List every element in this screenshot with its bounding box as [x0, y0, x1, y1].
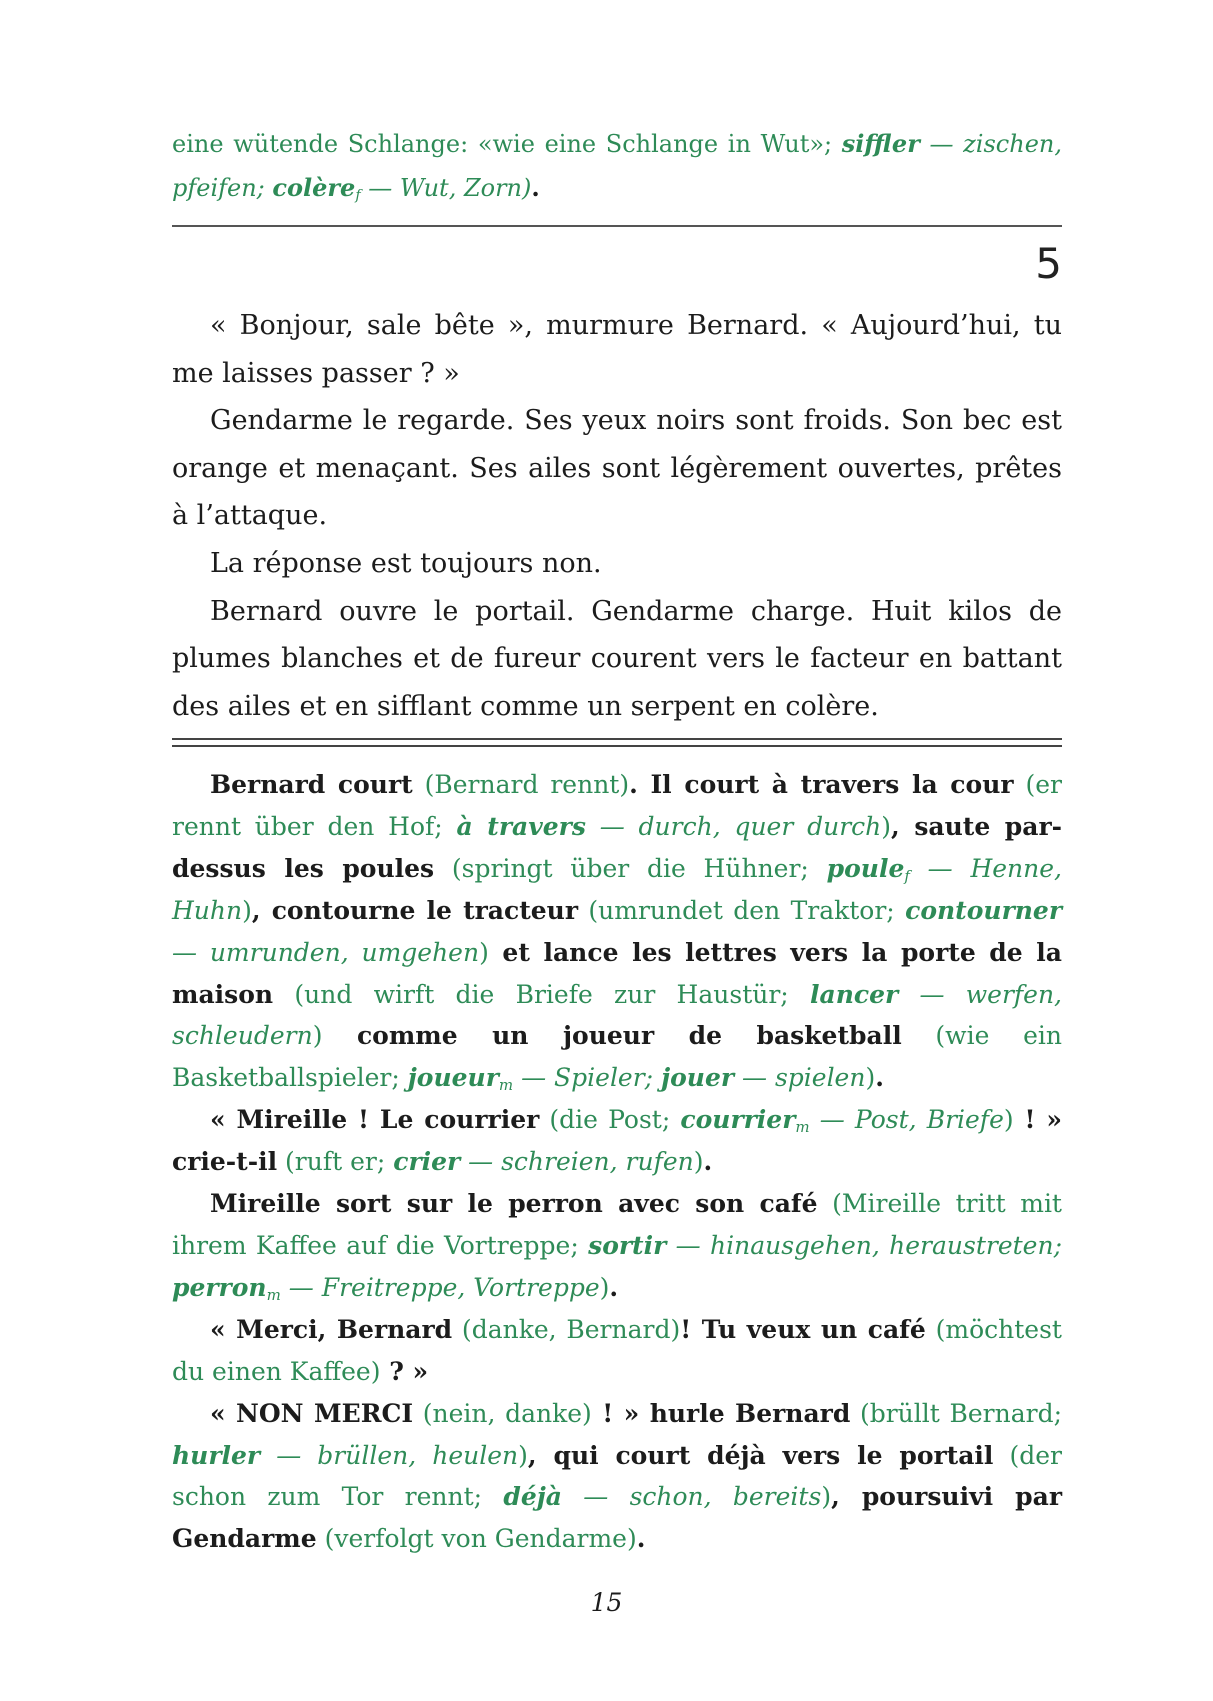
- french-phrase: « NON MERCI: [210, 1398, 414, 1428]
- story-paragraph: Bernard ouvre le portail. Gendarme charge. Huit kilos de plumes blanches et de fureur courent vers le facteur en battant des ailes et en sifflant comme un serpent en colère.: [172, 595, 1062, 722]
- german-gloss: ): [479, 937, 489, 967]
- german-gloss: ): [821, 1482, 832, 1512]
- page-number: 15: [590, 1588, 623, 1617]
- german-gloss: ): [518, 1440, 528, 1470]
- french-phrase: « Merci, Bernard: [210, 1314, 453, 1344]
- german-gloss: (wie ein Basketballspieler;: [172, 1021, 1062, 1093]
- german-gloss: (ruft er;: [277, 1147, 394, 1177]
- vocab-translation: — durch, quer durch: [585, 811, 882, 841]
- chapter-number: 5: [1035, 239, 1062, 288]
- annotated-paragraph: [172, 1309, 1062, 1393]
- german-gloss: (und wirft die Briefe zur Haustür;: [273, 979, 811, 1009]
- german-gloss: (die Post;: [539, 1105, 681, 1135]
- footnote-translation: — zischen, pfeifen;: [172, 130, 1062, 202]
- vocab-term: déjà: [503, 1482, 562, 1512]
- footnote-text: eine wütende Schlange: «wie eine Schlange in Wut»;: [172, 130, 842, 158]
- french-phrase: .: [703, 1147, 713, 1177]
- gender-marker: f: [355, 187, 361, 204]
- annotated-paragraph: [172, 1099, 1062, 1183]
- annotated-paragraph: [172, 1393, 1062, 1561]
- vocab-term: poule: [826, 853, 905, 883]
- story-paragraph: « Bonjour, sale bête », murmure Bernard. « Aujourd’hui, tu me laisses passer ? »: [172, 310, 1062, 389]
- top-footnote: [172, 122, 1062, 210]
- french-phrase: et lance les lettres vers la porte de la maison: [172, 937, 1062, 1009]
- french-phrase: .: [609, 1272, 619, 1302]
- french-phrase: ! Tu veux un café: [680, 1314, 926, 1344]
- german-gloss: ): [599, 1272, 610, 1302]
- german-gloss: (Mireille tritt mit ihrem Kaffee auf die Vortreppe;: [172, 1189, 1062, 1260]
- footnote-period: .: [531, 173, 540, 202]
- vocab-translation: — Henne, Huhn: [172, 853, 1062, 925]
- german-gloss: (umrundet den Traktor;: [578, 895, 906, 925]
- french-phrase: .: [875, 1063, 884, 1093]
- vocab-term: perron: [172, 1272, 267, 1302]
- section-divider: [172, 225, 1062, 227]
- german-gloss: (er rennt über den Hof;: [172, 770, 1062, 841]
- french-phrase: Bernard court: [210, 770, 413, 799]
- vocab-translation: — Spieler;: [513, 1063, 662, 1093]
- gender-marker: m: [266, 1285, 281, 1304]
- vocab-term: courrier: [680, 1105, 796, 1135]
- vocab-term: jouer: [661, 1063, 735, 1093]
- vocab-term: contourner: [905, 895, 1062, 925]
- french-phrase: Mireille sort sur le perron avec son café: [210, 1189, 818, 1219]
- german-gloss: (der schon zum Tor rennt;: [172, 1440, 1063, 1512]
- german-gloss: ): [242, 895, 252, 925]
- french-phrase: , contourne le tracteur: [251, 895, 579, 925]
- vocab-term: hurler: [172, 1440, 261, 1470]
- vocab-translation: — hinausgehen, heraustreten;: [666, 1230, 1062, 1260]
- vocab-translation: — schreien, rufen: [460, 1147, 694, 1177]
- double-divider: [172, 738, 1062, 747]
- vocab-term: lancer: [810, 979, 899, 1009]
- footnote-term: colère: [272, 173, 356, 202]
- vocab-term: sortir: [588, 1230, 667, 1260]
- german-gloss: (danke, Bernard): [452, 1314, 681, 1344]
- story-text: [172, 302, 1062, 730]
- gender-marker: m: [795, 1118, 810, 1136]
- french-phrase: . Il court à travers la cour: [629, 770, 1014, 799]
- german-gloss: (möchtest du einen Kaffee): [172, 1314, 1062, 1386]
- german-gloss: (brüllt Bernard;: [850, 1398, 1062, 1428]
- gender-marker: m: [498, 1076, 514, 1095]
- french-phrase: , saute par-dessus les poules: [172, 811, 1063, 883]
- german-gloss: (Bernard rennt): [412, 770, 630, 799]
- french-phrase: ! » hurle Bernard: [591, 1398, 851, 1428]
- french-phrase: , qui court déjà vers le portail: [527, 1440, 994, 1470]
- vocab-translation: — Post, Briefe: [809, 1105, 1004, 1135]
- annotated-paragraph: [172, 764, 1062, 1099]
- vocab-translation: — spielen: [734, 1063, 866, 1093]
- annotated-paragraph: [172, 1183, 1062, 1309]
- german-gloss: ): [865, 1063, 876, 1093]
- vocab-term: crier: [393, 1147, 461, 1177]
- annotated-text: [172, 764, 1062, 1560]
- vocab-translation: — Freitreppe, Vortreppe: [280, 1272, 600, 1302]
- french-phrase: ? »: [380, 1356, 429, 1386]
- footnote-translation: — Wut, Zorn): [360, 174, 532, 202]
- german-gloss: ): [693, 1147, 704, 1177]
- vocab-term: joueur: [407, 1063, 499, 1093]
- german-gloss: (nein, danke): [413, 1398, 592, 1428]
- french-phrase: ! » crie-t-il: [172, 1105, 1062, 1177]
- german-gloss: ): [1003, 1105, 1014, 1135]
- french-phrase: « Mireille ! Le courrier: [210, 1105, 540, 1135]
- story-paragraph: La réponse est toujours non.: [210, 547, 602, 579]
- vocab-translation: — schon, bereits: [562, 1482, 822, 1512]
- story-paragraph: Gendarme le regarde. Ses yeux noirs sont froids. Son bec est orange et menaçant. Ses ailes sont légèrement ouvertes, prêtes à l’attaque.: [172, 405, 1062, 532]
- german-gloss: ): [312, 1021, 323, 1051]
- gender-marker: f: [904, 866, 910, 885]
- footnote-term: siffler: [841, 129, 920, 158]
- german-gloss: (verfolgt von Gendarme): [316, 1524, 637, 1554]
- vocab-term: à travers: [456, 811, 586, 841]
- german-gloss: (springt über die Hühner;: [434, 853, 827, 883]
- french-phrase: comme un joueur de basketball: [322, 1021, 902, 1051]
- vocab-translation: — brüllen, heulen: [260, 1440, 519, 1470]
- french-phrase: .: [636, 1524, 646, 1554]
- french-phrase: , poursuivi par Gendarme: [172, 1482, 1062, 1554]
- german-gloss: ): [881, 811, 892, 841]
- vocab-translation: — werfen, schleudern: [172, 979, 1062, 1051]
- vocab-translation: — umrunden, umgehen: [172, 937, 480, 967]
